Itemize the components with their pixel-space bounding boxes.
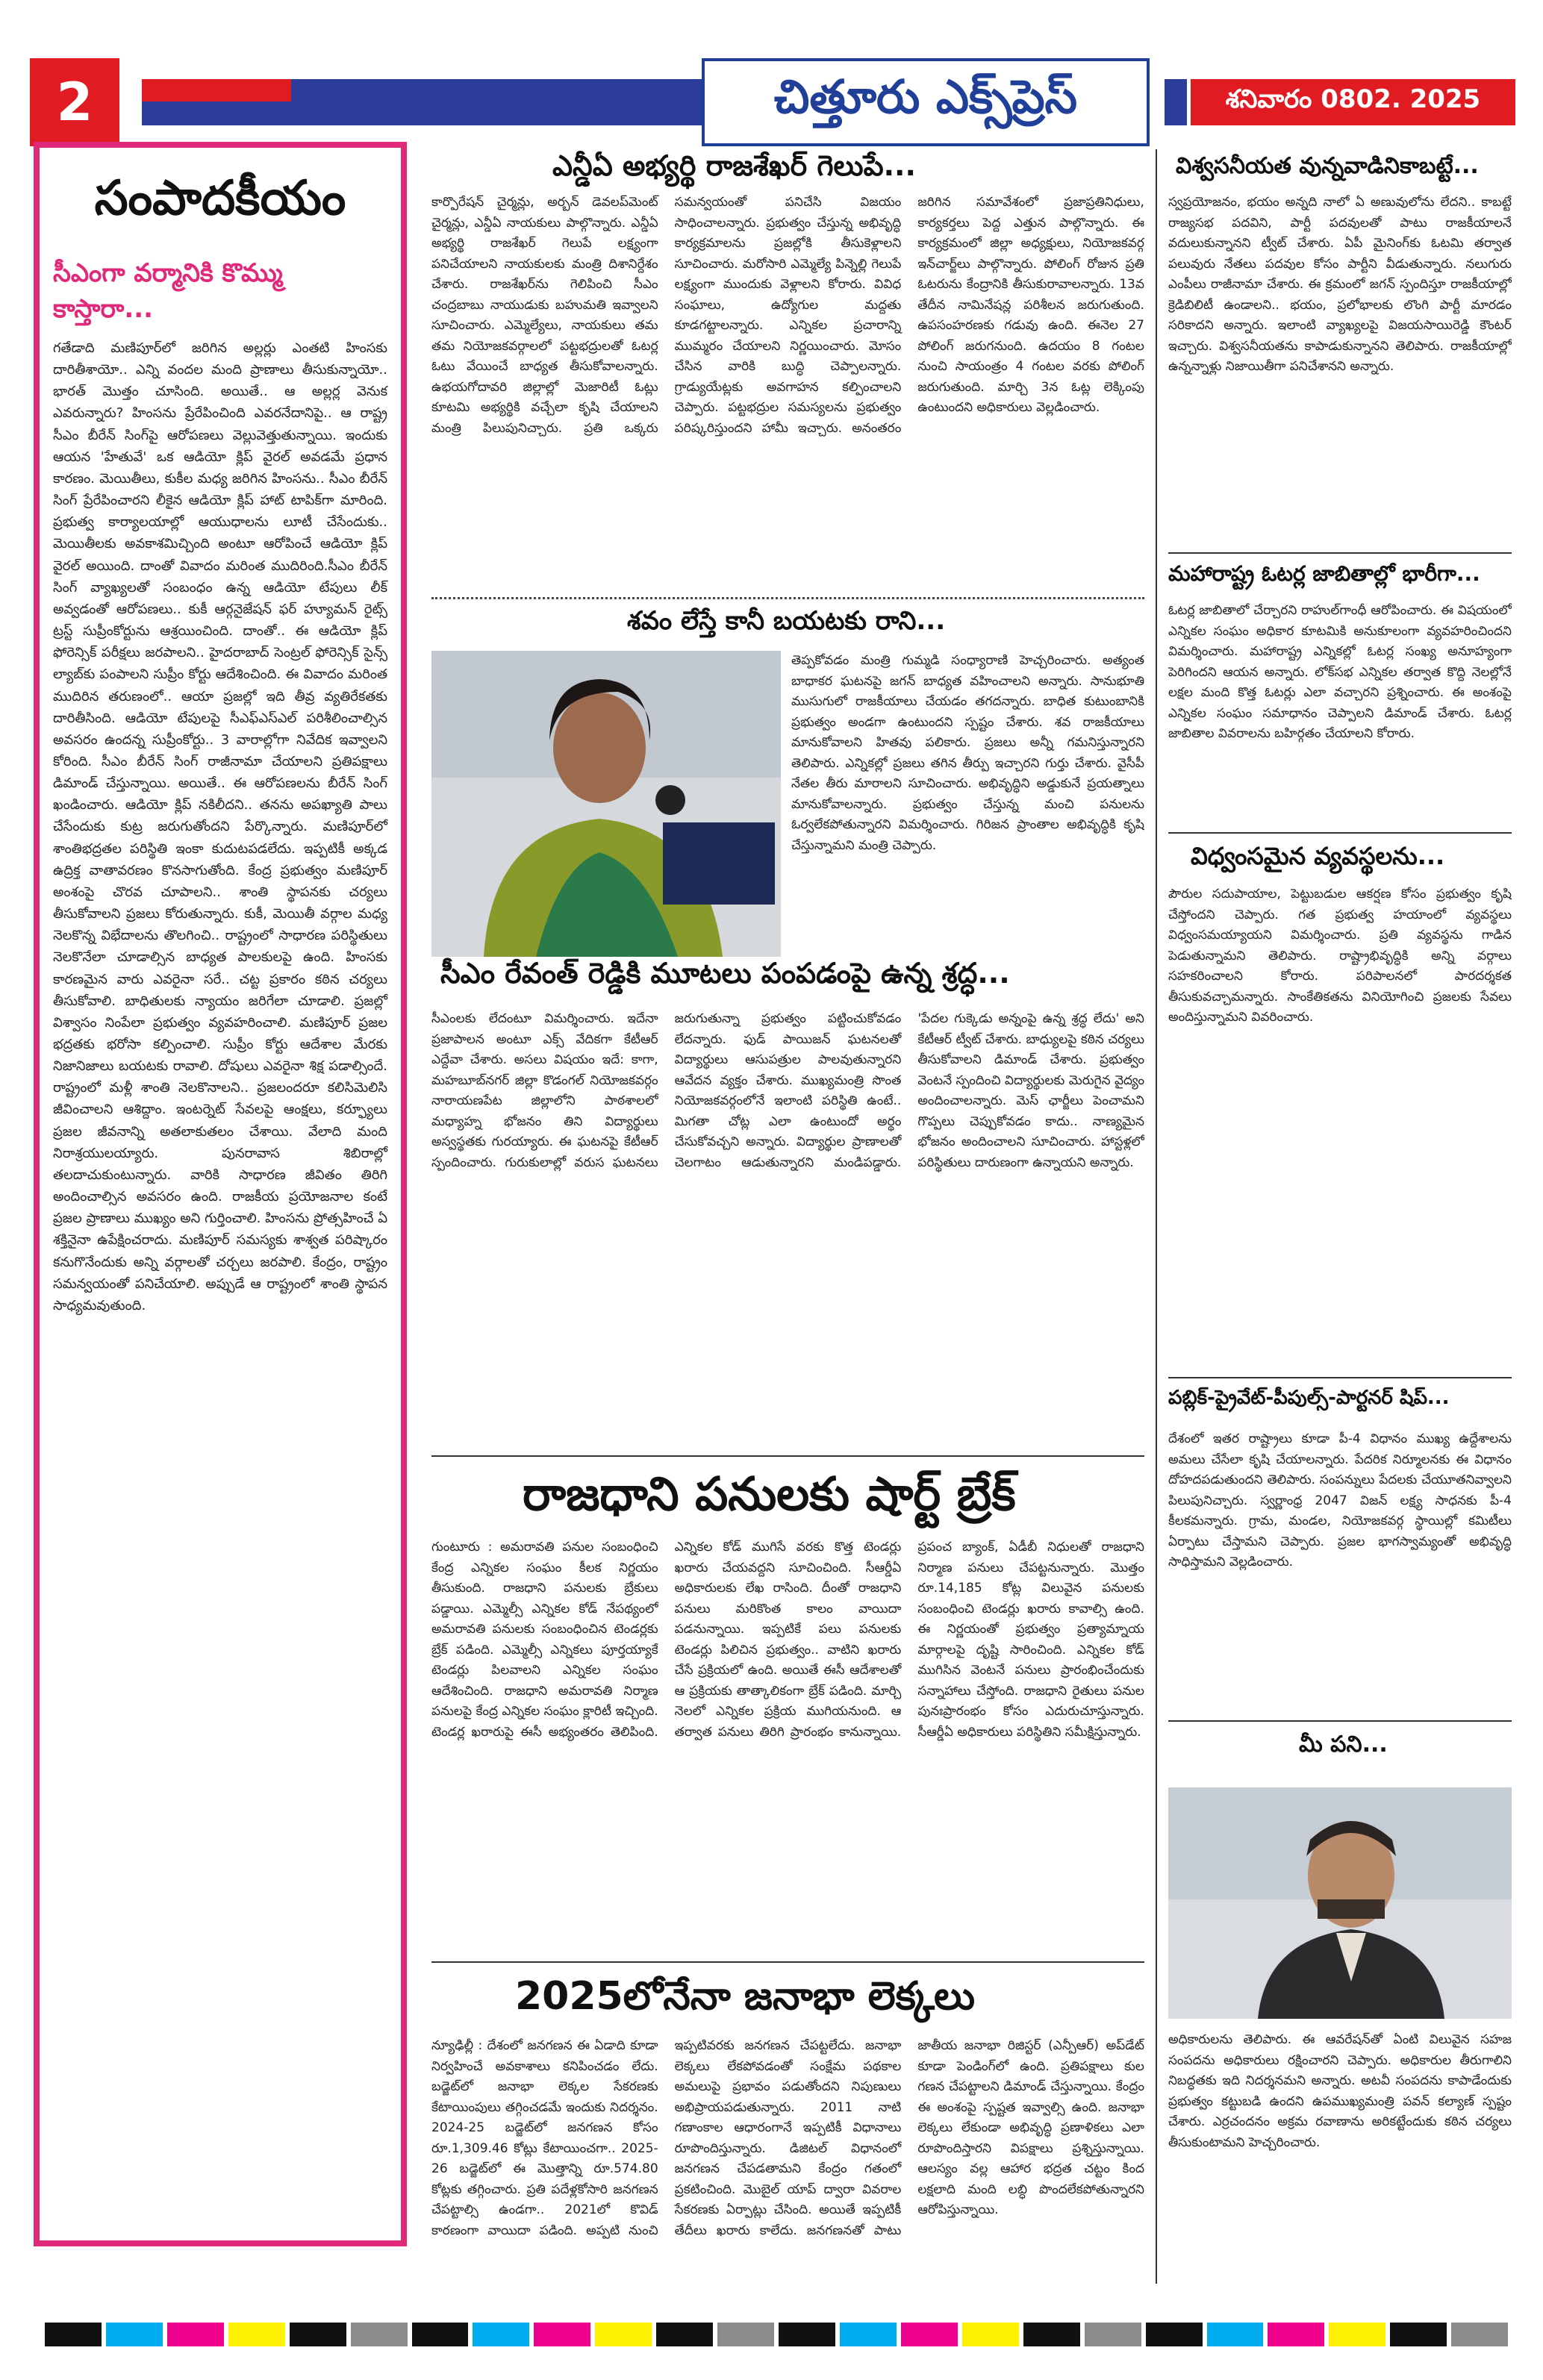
issue-date: శనివారం 0802. 2025 — [1191, 79, 1515, 125]
nda-headline: ఎన్డీఏ అభ్యర్థి రాజశేఖర్ గెలుపే... — [552, 149, 916, 182]
section-rule — [1168, 1720, 1512, 1722]
section-rule — [431, 597, 1144, 599]
body-rise-body: తెప్పకోవడం మంత్రి గుమ్మడి సంధ్యారాణి హెచ్చరించారు. అత్యంత బాధాకర ఘటనపై జగన్ బాధ్యత వహించాలని అన్నారు. సానుభూతి ముసుగులో రాజకీయాలు చేయడం తగదన్నారు. బాధిత కుటుంబానికి ప్రభుత్వం అండగా ఉంటుందని స్పష్టం చేశారు. శవ రాజకీయాలు మానుకోవాలని హితవు పలికారు. ప్రజలు అన్నీ గమనిస్తున్నారని తెలిపారు. ఎన్నికల్లో ప్రజలు తగిన తీర్పు ఇచ్చారని గుర్తు చేశారు. వైసీపీ నేతల తీరు మారాలని సూచించారు. అభివృద్ధిని అడ్డుకునే ప్రయత్నాలు మానుకోవాలన్నారు. ప్రభుత్వం చేస్తున్న మంచి పనులను ఓర్వలేకపోతున్నారని విమర్శించారు. గిరిజన ప్రాంతాల అభివృద్ధికి కృషి చేస్తున్నామని మంత్రి చెప్పారు. — [791, 653, 1144, 853]
revanth-headline: సీఎం రేవంత్ రెడ్డికి మూటలు పంపడంపై ఉన్న శ్రద్ధ... — [440, 957, 1010, 990]
minister-photo — [431, 651, 781, 957]
capital-headline: రాజధాని పనులకు షార్ట్ బ్రేక్ — [523, 1467, 1016, 1521]
editorial-body: గతేడాది మణిపూర్‌లో జరిగిన అల్లర్లు ఎంతటి హింసకు దారితీశాయో.. ఎన్ని వందల మంది ప్రాణాలు తీసుకున్నాయో.. భారత్ మొత్తం చూసింది. అయితే.. ఆ అల్లర్ల వెనుక ఎవరున్నారు? హింసను ప్రేరేపించింది ఎవరనేదానిపై.. ఆ రాష్ట్ర సీఎం బీరేన్ సింగ్‌పై ఆరోపణలు వెల్లువెత్తుతున్నాయి. ఇందుకు ఆయన 'హేతువే' ఒక ఆడియో క్లిప్ వైరల్ అవడమే ప్రధాన కారణం. మెయితీలు, కుకీల మధ్య జరిగిన హింసను.. సీఎం బీరేన్ సింగ్ ప్రేరేపించారని లీకైన ఆడియో క్లిప్ హాట్ టాపిక్‌గా మారింది. ప్రభుత్వ కార్యాలయాల్లో ఆయుధాలను లూటీ చేసేందుకు.. మెయితీలకు అవకాశమిచ్చింది అంటూ ఆరోపించే ఆడియో క్లిప్ వైరల్ అయింది. దాంతో వివాదం మరింత ముదిరింది.సీఎం బీరేన్ సింగ్ వ్యాఖ్యలతో సంబంధం ఉన్న ఆడియో టేపులు లీక్ అవ్వడంతో ఆరోపణలు.. కుకీ ఆర్గనైజేషన్ ఫర్ హ్యూమన్ రైట్స్ ట్రస్ట్ సుప్రీంకోర్టును ఆశ్రయించింది. దాంతో.. ఈ ఆడియో క్లిప్ ఫోరెన్సిక్ పరీక్షలు జరపాలని.. హైదరాబాద్ సెంట్రల్ ఫోరెన్సిక్ సైన్స్ ల్యాబ్‌కు పంపాలని సుప్రీం కోర్టు ఆదేశించింది. ఈ వివాదం మరింత ముదిరిన తరుణంలో.. ఆయా ప్రజల్లో ఇది తీవ్ర వ్యతిరేకతకు దారితీసింది. ఆడియో టేపులపై సీఎఫ్ఎస్ఎల్ పరిశీలించాల్సిన అవసరం ఉందన్న సుప్రీంకోర్టు.. 3 వారాల్లోగా నివేదిక ఇవ్వాలని కోరింది. సీఎం బీరేన్ సింగ్ రాజీనామా చేయాలని ప్రతిపక్షాలు డిమాండ్ చేస్తున్నాయి. అయితే.. ఈ ఆరోపణలను బీరేన్ సింగ్ ఖండించారు. ఆడియో క్లిప్ నకిలీదని.. తనను అపఖ్యాతి పాలు చేసేందుకు కుట్ర జరుగుతోందని పేర్కొన్నారు. మణిపూర్‌లో శాంతిభద్రతల పరిస్థితి ఇంకా కుదుటపడలేదు. ఇప్పటికీ అక్కడ ఉద్రిక్త వాతావరణం కొనసాగుతోంది. కేంద్ర ప్రభుత్వం మణిపూర్ అంశంపై చొరవ చూపాలని.. శాంతి స్థాపనకు చర్యలు తీసుకోవాలని ప్రజలు కోరుతున్నారు. కుకీ, మెయితీ వర్గాల మధ్య నెలకొన్న విభేదాలను తొలగించి.. రాష్ట్రంలో సాధారణ పరిస్థితులు నెలకొనేలా చూడాల్సిన బాధ్యత పాలకులపై ఉంది. హింసకు కారణమైన వారు ఎవరైనా సరే.. చట్ట ప్రకారం కఠిన చర్యలు తీసుకోవాలి. బాధితులకు న్యాయం జరిగేలా చూడాలి. ప్రజల్లో విశ్వాసం నింపేలా ప్రభుత్వం వ్యవహరించాలి. మణిపూర్ ప్రజల భద్రతకు భరోసా కల్పించాలి. సుప్రీం కోర్టు ఆదేశాల మేరకు నిజానిజాలు బయటకు రావాలి. దోషులు ఎవరైనా శిక్ష పడాల్సిందే. రాష్ట్రంలో మళ్లీ శాంతి నెలకొనాలని.. ప్రజలందరూ కలిసిమెలిసి జీవించాలని ఆశిద్దాం. ఇంటర్నెట్ సేవలపై ఆంక్షలు, కర్ఫ్యూలు ప్రజల జీవనాన్ని అతలాకుతలం చేశాయి. వేలాది మంది నిరాశ్రయులయ్యారు. పునరావాస శిబిరాల్లో తలదాచుకుంటున్నారు. వారికి సాధారణ జీవితం తిరిగి అందించాల్సిన అవసరం ఉంది. రాజకీయ ప్రయోజనాల కంటే ప్రజల ప్రాణాలు ముఖ్యం అని గుర్తించాలి. హింసను ప్రోత్సహించే ఏ శక్తినైనా ఉపేక్షించరాదు. మణిపూర్ సమస్యకు శాశ్వత పరిష్కారం కనుగొనేందుకు అన్ని వర్గాలతో చర్చలు జరపాలి. కేంద్రం, రాష్ట్రం సమన్వయంతో పనిచేయాలి. అప్పుడే ఆ రాష్ట్రంలో శాంతి స్థాపన సాధ్యమవుతుంది. — [53, 340, 387, 1314]
nda-body: కార్పొరేషన్ చైర్మన్లు, అర్బన్ డెవలప్‌మెంట్ చైర్మన్లు, ఎన్డీఏ నాయకులు పాల్గొన్నారు. ఎన్డీఏ అభ్యర్థి రాజశేఖర్ గెలుపే లక్ష్యంగా పనిచేయాలని నాయకులకు మంత్రి దిశానిర్దేశం చేశారు. రాజశేఖర్‌ను గెలిపించి సీఎం చంద్రబాబు నాయుడుకు బహుమతి ఇవ్వాలని సూచించారు. ఎమ్మెల్యేలు, నాయకులు తమ తమ నియోజకవర్గాలలో పట్టభద్రులతో ఓటర్ల ఓటు వేయించే బాధ్యత తీసుకోవాలన్నారు. ఉభయగోదావరి జిల్లాల్లో మెజారిటీ ఓట్లు కూటమి అభ్యర్థికి వచ్చేలా కృషి చేయాలని మంత్రి పిలుపునిచ్చారు. ప్రతి ఒక్కరు సమన్వయంతో పనిచేసి విజయం సాధించాలన్నారు. ప్రభుత్వం చేస్తున్న అభివృద్ధి కార్యక్రమాలను ప్రజల్లోకి తీసుకెళ్లాలని సూచించారు. మరోసారి ఎమ్మెల్యే పిన్నెల్లి గెలుపే లక్ష్యంగా ముందుకు వెళ్లాలని కోరారు. వివిధ సంఘాలు, ఉద్యోగుల మద్దతు కూడగట్టాలన్నారు. ఎన్నికల ప్రచారాన్ని ముమ్మరం చేయాలని నిర్ణయించారు. మోసం చేసిన వారికి బుద్ధి చెప్పాలన్నారు. గ్రాడ్యుయేట్లకు అవగాహన కల్పించాలని చెప్పారు. పట్టభద్రుల సమస్యలను ప్రభుత్వం పరిష్కరిస్తుందని హామీ ఇచ్చారు. అనంతరం జరిగిన సమావేశంలో ప్రజాప్రతినిధులు, కార్యకర్తలు పెద్ద ఎత్తున పాల్గొన్నారు. ఈ కార్యక్రమంలో జిల్లా అధ్యక్షులు, నియోజకవర్గ ఇన్‌చార్జ్‌లు పాల్గొన్నారు. పోలింగ్ రోజున ప్రతి ఓటరును కేంద్రానికి తీసుకురావాలన్నారు. 13వ తేదీన నామినేషన్ల పరిశీలన జరుగుతుంది. ఉపసంహరణకు గడువు ఉంది. ఈనెల 27 పోలింగ్ జరుగనుంది. ఉదయం 8 గంటల నుంచి సాయంత్రం 4 గంటల వరకు పోలింగ్ జరుగుతుంది. మార్చి 3న ఓట్ల లెక్కింపు ఉంటుందని అధికారులు వెల్లడించారు. — [431, 195, 1144, 436]
header-band-accent — [142, 79, 291, 101]
editorial-title: సంపాదకీయం — [94, 170, 346, 226]
capital-body: గుంటూరు : అమరావతి పనుల సంబంధించి కేంద్ర ఎన్నికల సంఘం కీలక నిర్ణయం తీసుకుంది. రాజధాని పనులకు బ్రేకులు పడ్డాయి. ఎమ్మెల్సీ ఎన్నికల కోడ్ నేపథ్యంలో అమరావతి పనులకు సంబంధించిన టెండర్లకు బ్రేక్ పడింది. ఎమ్మెల్సీ ఎన్నికలు పూర్తయ్యాకే టెండర్లు పిలవాలని ఎన్నికల సంఘం ఆదేశించింది. రాజధాని అమరావతి నిర్మాణ పనులపై కేంద్ర ఎన్నికల సంఘం క్లారిటీ ఇచ్చింది. టెండర్ల ఖరారుపై ఈసీ అభ్యంతరం తెలిపింది. ఎన్నికల కోడ్ ముగిసే వరకు కొత్త టెండర్లు ఖరారు చేయవద్దని సూచించింది. సీఆర్డీఏ అధికారులకు లేఖ రాసింది. దీంతో రాజధాని పనులు మరికొంత కాలం వాయిదా పడనున్నాయి. ఇప్పటికే పలు పనులకు టెండర్లు పిలిచిన ప్రభుత్వం.. వాటిని ఖరారు చేసే ప్రక్రియలో ఉంది. అయితే ఈసీ ఆదేశాలతో ఆ ప్రక్రియకు తాత్కాలికంగా బ్రేక్ పడింది. మార్చి నెలలో ఎన్నికల ప్రక్రియ ముగియనుంది. ఆ తర్వాత పనులు తిరిగి ప్రారంభం కానున్నాయి. ప్రపంచ బ్యాంక్, ఏడీబీ నిధులతో రాజధాని నిర్మాణ పనులు చేపట్టనున్నారు. మొత్తం రూ.14,185 కోట్ల విలువైన పనులకు సంబంధించి టెండర్లు ఖరారు కావాల్సి ఉంది. ఈ నిర్ణయంతో ప్రభుత్వం ప్రత్యామ్నాయ మార్గాలపై దృష్టి సారించింది. ఎన్నికల కోడ్ ముగిసిన వెంటనే పనులు ప్రారంభించేందుకు సన్నాహాలు చేస్తోంది. రాజధాని రైతులు పనుల పునఃప్రారంభం కోసం ఎదురుచూస్తున్నారు. సీఆర్డీఏ అధికారులు పరిస్థితిని సమీక్షిస్తున్నారు. — [431, 1540, 1144, 1740]
revanth-body: సీఎంలకు లేదంటూ విమర్శించారు. ఇదేనా ప్రజాపాలన అంటూ ఎక్స్ వేదికగా కేటీఆర్ ఎద్దేవా చేశారు. అసలు విషయం ఇదే: కాగా, మహబూబ్‌నగర్ జిల్లా కొడంగల్ నియోజకవర్గం నారాయణపేట జిల్లాలోని పాఠశాలలో మధ్యాహ్న భోజనం తిని విద్యార్థులు అస్వస్థతకు గురయ్యారు. ఈ ఘటనపై కేటీఆర్ స్పందించారు. గురుకులాల్లో వరుస ఘటనలు జరుగుతున్నా ప్రభుత్వం పట్టించుకోవడం లేదన్నారు. ఫుడ్ పాయిజన్ ఘటనలతో విద్యార్థులు ఆసుపత్రుల పాలవుతున్నారని ఆవేదన వ్యక్తం చేశారు. ముఖ్యమంత్రి సొంత నియోజకవర్గంలోనే ఇలాంటి పరిస్థితి ఉంటే.. మిగతా చోట్ల ఎలా ఉంటుందో అర్థం చేసుకోవచ్చని అన్నారు. విద్యార్థుల ప్రాణాలతో చెలగాటం ఆడుతున్నారని మండిపడ్డారు. 'పేదల గుక్కెడు అన్నంపై ఉన్న శ్రద్ధ లేదు' అని కేటీఆర్ ట్వీట్ చేశారు. బాధ్యులపై కఠిన చర్యలు తీసుకోవాలని డిమాండ్ చేశారు. ప్రభుత్వం వెంటనే స్పందించి విద్యార్థులకు మెరుగైన వైద్యం అందించాలన్నారు. మెస్ ఛార్జీలు పెంచామని గొప్పలు చెప్పుకోవడం కాదు.. నాణ్యమైన భోజనం అందించాలని సూచించారు. హాస్టళ్లలో పరిస్థితులు దారుణంగా ఉన్నాయని అన్నారు. — [431, 1011, 1144, 1170]
header-band-right — [1165, 79, 1187, 125]
systems-headline: విధ్వంసమైన వ్యవస్థలను... — [1191, 842, 1445, 870]
page-number: 2 — [30, 58, 119, 146]
section-rule — [431, 1455, 1144, 1457]
your-work-body: అధికారులను తెలిపారు. ఈ ఆవరేషన్‌తో ఏంటి విలువైన సహజ సంపదను అధికారులు రక్షించారని చెప్పారు. అధికారుల తీరుగాలిని నిబద్ధతకు ఇది నిదర్శనమని అన్నారు. అటవీ సంపదను కాపాడేందుకు ప్రభుత్వం కట్టుబడి ఉందని ఉపముఖ్యమంత్రి పవన్ కల్యాణ్ స్పష్టం చేశారు. ఎర్రచందనం అక్రమ రవాణాను అరికట్టేందుకు కఠిన చర్యలు తీసుకుంటామని హెచ్చరించారు. — [1168, 2032, 1512, 2150]
maharashtra-body: ఓటర్ల జాబితాలో చేర్చారని రాహుల్‌గాంధీ ఆరోపించారు. ఈ విషయంలో ఎన్నికల సంఘం అధికార కూటమికి అనుకూలంగా వ్యవహరించిందని విమర్శించారు. మహారాష్ట్ర ఎన్నికల్లో ఓటర్ల సంఖ్య అనూహ్యంగా పెరిగిందని ఆయన అన్నారు. లోక్‌సభ ఎన్నికల తర్వాత కొద్ది నెలల్లోనే లక్షల మంది కొత్త ఓటర్లు ఎలా వచ్చారని ప్రశ్నించారు. ఈ అంశంపై ఎన్నికల సంఘం సమాధానం చెప్పాలని డిమాండ్ చేశారు. ఓటర్ల జాబితాల వివరాలను బహిర్గతం చేయాలని కోరారు. — [1168, 603, 1512, 742]
section-rule — [1168, 1377, 1512, 1378]
p4-body: దేశంలో ఇతర రాష్ట్రాలు కూడా పీ-4 విధానం ముఖ్య ఉద్దేశాలను అమలు చేసేలా కృషి చేయాలన్నారు. పేదరిక నిర్మూలనకు ఈ విధానం దోహదపడుతుందని తెలిపారు. సంపన్నులు పేదలకు చేయూతనివ్వాలని పిలుపునిచ్చారు. స్వర్ణాంధ్ర 2047 విజన్ లక్ష్య సాధనకు పీ-4 కీలకమన్నారు. గ్రామ, మండల, నియోజకవర్గ స్థాయిల్లో కమిటీలు ఏర్పాటు చేస్తామని చెప్పారు. ప్రజల భాగస్వామ్యంతో అభివృద్ధి సాధిస్తామని వెల్లడించారు. — [1168, 1431, 1512, 1570]
section-rule — [1168, 552, 1512, 554]
maharashtra-headline: మహారాష్ట్ర ఓటర్ల జాబితాల్లో భారీగా... — [1168, 561, 1480, 586]
section-rule — [1168, 832, 1512, 834]
credibility-headline: విశ్వసనీయత వున్నవాడినికాబట్టే... — [1176, 153, 1479, 179]
masthead: చిత్తూరు ఎక్స్‌ప్రెస్ — [702, 58, 1150, 146]
section-rule — [431, 1961, 1144, 1963]
census-body: న్యూఢిల్లీ : దేశంలో జనగణన ఈ ఏడాది కూడా నిర్వహించే అవకాశాలు కనిపించడం లేదు. బడ్జెట్‌లో జనాభా లెక్కల సేకరణకు కేటాయింపులు తగ్గించడమే ఇందుకు నిదర్శనం. 2024-25 బడ్జెట్‌లో జనగణన కోసం రూ.1,309.46 కోట్లు కేటాయించగా.. 2025-26 బడ్జెట్‌లో ఈ మొత్తాన్ని రూ.574.80 కోట్లకు తగ్గించారు. ప్రతి పదేళ్లకోసారి జనగణన చేపట్టాల్సి ఉండగా.. 2021లో కొవిడ్ కారణంగా వాయిదా పడింది. అప్పటి నుంచి ఇప్పటివరకు జనగణన చేపట్టలేదు. జనాభా లెక్కలు లేకపోవడంతో సంక్షేమ పథకాల అమలుపై ప్రభావం పడుతోందని నిపుణులు అభిప్రాయపడుతున్నారు. 2011 నాటి గణాంకాల ఆధారంగానే ఇప్పటికీ విధానాలు రూపొందిస్తున్నారు. డిజిటల్ విధానంలో జనగణన చేపడతామని కేంద్రం గతంలో ప్రకటించింది. మొబైల్ యాప్ ద్వారా వివరాల సేకరణకు ఏర్పాట్లు చేసింది. అయితే ఇప్పటికీ తేదీలు ఖరారు కాలేదు. జనగణనతో పాటు జాతీయ జనాభా రిజిస్టర్ (ఎన్పీఆర్) అప్‌డేట్ కూడా పెండింగ్‌లో ఉంది. ప్రతిపక్షాలు కుల గణన చేపట్టాలని డిమాండ్ చేస్తున్నాయి. కేంద్రం ఈ అంశంపై స్పష్టత ఇవ్వాల్సి ఉంది. జనాభా లెక్కలు లేకుండా అభివృద్ధి ప్రణాళికలు ఎలా రూపొందిస్తారని విపక్షాలు ప్రశ్నిస్తున్నాయి. ఆలస్యం వల్ల ఆహార భద్రత చట్టం కింద లక్షలాది మంది లబ్ధి పొందలేకపోతున్నారని ఆరోపిస్తున్నాయి. — [431, 2038, 1144, 2238]
politician-photo — [1168, 1787, 1512, 2019]
credibility-body: స్వప్రయోజనం, భయం అన్నది నాలో ఏ అణువులోను లేదని.. కాబట్టే రాజ్యసభ పదవిని, పార్టీ పదవులతో పాటు రాజకీయాలనే వదులుకున్నానని ట్వీట్ చేశారు. ఏపీ మైనింగ్‌కు ఓటమి తర్వాత పలువురు నేతలు పదవుల కోసం పార్టీని వీడుతున్నారు. నలుగురు ఎంపీలు రాజీనామా చేశారు. ఈ క్రమంలో జగన్ స్పందిస్తూ రాజకీయాల్లో క్రెడిబిలిటీ ఉండాలని.. భయం, ప్రలోభాలకు లొంగి పార్టీ మారడం సరికాదని అన్నారు. ఇలాంటి వ్యాఖ్యలపై విజయసాయిరెడ్డి కౌంటర్ ఇచ్చారు. విశ్వసనీయతను కాపాడుకున్నానని తెలిపారు. రాజకీయాల్లో ఉన్నన్నాళ్లు నిజాయితీగా పనిచేశానని అన్నారు. — [1168, 195, 1512, 375]
systems-body: పౌరుల సదుపాయాల, పెట్టుబడుల ఆకర్షణ కోసం ప్రభుత్వం కృషి చేస్తోందని చెప్పారు. గత ప్రభుత్వ హయాంలో వ్యవస్థలు విధ్వంసమయ్యాయని విమర్శించారు. ప్రతి వ్యవస్థను గాడిన పెడుతున్నామని తెలిపారు. రాష్ట్రాభివృద్ధికి అన్ని వర్గాలు సహకరించాలని కోరారు. పరిపాలనలో పారదర్శకత తీసుకువచ్చామన్నారు. సాంకేతికతను వినియోగించి ప్రజలకు సేవలు అందిస్తున్నామని వివరించారు. — [1168, 887, 1512, 1025]
p4-headline: పబ్లిక్-ప్రైవేట్-పీపుల్స్-పార్టనర్ షిప్... — [1168, 1387, 1450, 1409]
newspaper-header — [30, 58, 1515, 148]
column-divider — [1156, 149, 1157, 2284]
print-color-bar — [45, 2323, 1508, 2346]
census-headline: 2025లోనేనా జనాభా లెక్కలు — [515, 1974, 975, 2019]
your-work-headline: మీ పని... — [1299, 1731, 1388, 1758]
body-rise-headline: శవం లేస్తే కానీ బయటకు రాని... — [627, 606, 946, 636]
editorial-column — [34, 142, 407, 2246]
editorial-headline: సీఎంగా వర్మానికి కొమ్ము కాస్తారా... — [53, 258, 283, 324]
